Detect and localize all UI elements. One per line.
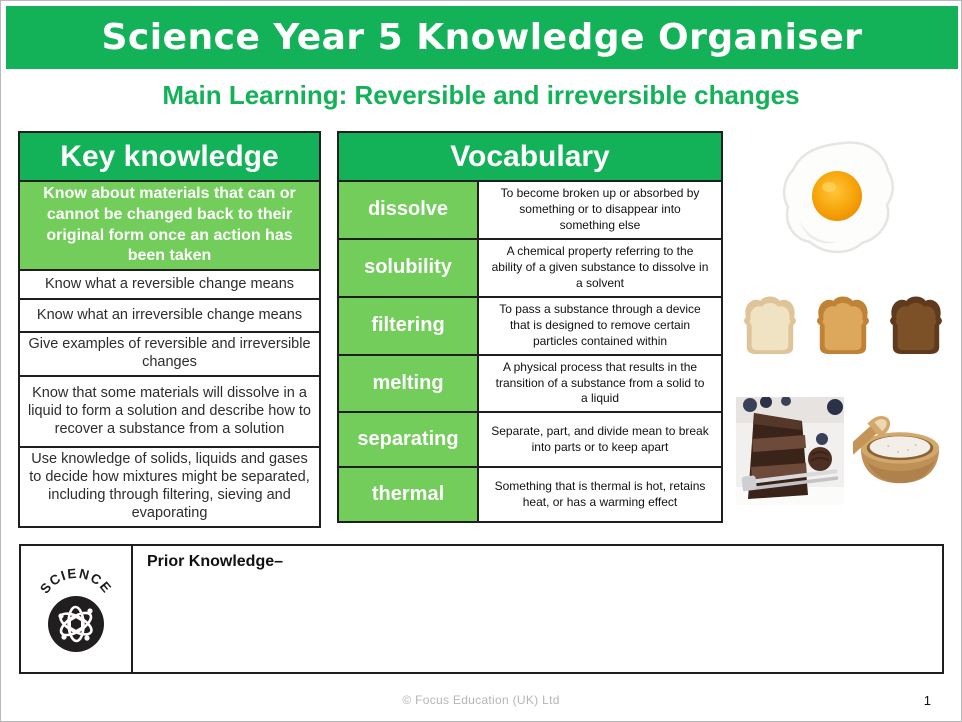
flour-bowl-image bbox=[853, 401, 947, 491]
vocab-term: dissolve bbox=[339, 182, 479, 238]
vocab-term: thermal bbox=[339, 468, 479, 521]
chocolate-cake-icon bbox=[736, 397, 844, 505]
main-learning-subtitle: Main Learning: Reversible and irreversible changes bbox=[162, 80, 800, 110]
svg-text:SCIENCE bbox=[37, 566, 115, 597]
vocab-term: separating bbox=[339, 413, 479, 466]
vocabulary-row bbox=[339, 238, 721, 296]
fried-egg-image bbox=[778, 137, 908, 267]
vocabulary-row bbox=[339, 180, 721, 238]
page-number: 1 bbox=[923, 693, 931, 708]
vocabulary-row bbox=[339, 296, 721, 354]
key-knowledge-item: Know that some materials will dissolve in a liquid to form a solution and describe how to recover a substance from a solution bbox=[20, 375, 319, 446]
copyright-text: © Focus Education (UK) Ltd bbox=[402, 693, 560, 707]
key-knowledge-item: Know what an irreversible change means bbox=[20, 298, 319, 331]
vocab-term: melting bbox=[339, 356, 479, 412]
vocab-term: solubility bbox=[339, 240, 479, 296]
vocab-definition: To become broken up or absorbed by something or to disappear into something else bbox=[500, 186, 700, 232]
vocab-definition: Something that is thermal is hot, retains heat, or has a warming effect bbox=[494, 478, 706, 509]
vocab-definition: A physical process that results in the transition of a substance from a solid to a liquid bbox=[495, 359, 705, 406]
key-knowledge-item: Give examples of reversible and irreversible changes bbox=[20, 331, 319, 375]
vocabulary-table bbox=[337, 131, 723, 523]
header-bar bbox=[6, 6, 958, 69]
vocabulary-row bbox=[339, 411, 721, 466]
science-badge bbox=[21, 546, 133, 672]
key-knowledge-item: Know what a reversible change means bbox=[20, 269, 319, 298]
key-knowledge-table bbox=[18, 131, 321, 528]
vocabulary-title: Vocabulary bbox=[339, 133, 721, 180]
toast-golden-icon bbox=[814, 293, 872, 357]
key-knowledge-highlight: Know about materials that can or cannot be changed back to their original form once an action has been taken bbox=[20, 180, 319, 269]
vocab-definition: To pass a substance through a device that is designed to remove certain particles contained within bbox=[499, 301, 701, 348]
page-title: Science Year 5 Knowledge Organiser bbox=[101, 17, 863, 58]
chocolate-cake-image bbox=[736, 397, 844, 505]
toast-stages-image bbox=[741, 293, 951, 359]
toast-light-icon bbox=[741, 293, 799, 357]
prior-knowledge-box bbox=[19, 544, 944, 674]
vocab-definition: Separate, part, and divide mean to break into parts or to keep apart bbox=[491, 423, 709, 454]
vocab-definition: A chemical property referring to the ability of a given substance to dissolve in a solvent bbox=[491, 243, 709, 290]
science-badge-label: SCIENCE bbox=[37, 565, 115, 597]
vocab-term: filtering bbox=[339, 298, 479, 354]
flour-bowl-icon bbox=[853, 401, 947, 491]
toast-burnt-icon bbox=[887, 293, 945, 357]
fried-egg-icon bbox=[778, 137, 908, 267]
vocabulary-row bbox=[339, 466, 721, 521]
vocabulary-row bbox=[339, 354, 721, 412]
prior-knowledge-label: Prior Knowledge– bbox=[147, 553, 284, 570]
atom-icon bbox=[30, 558, 122, 660]
key-knowledge-title: Key knowledge bbox=[20, 133, 319, 180]
key-knowledge-item: Use knowledge of solids, liquids and gases to decide how mixtures might be separated, including through filtering, sieving and evaporating bbox=[20, 446, 319, 526]
